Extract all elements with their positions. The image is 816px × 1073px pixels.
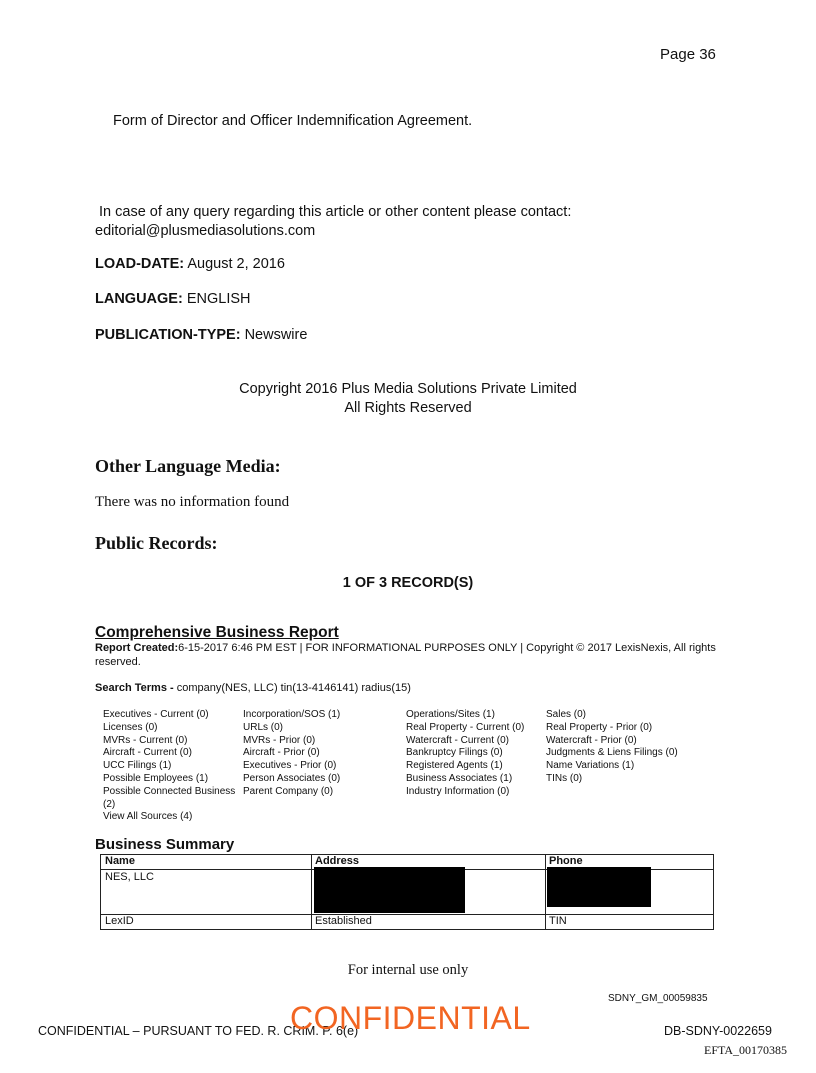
source-link[interactable]: Business Associates (1) (406, 772, 513, 784)
source-link[interactable]: Executives - Prior (0) (243, 760, 337, 772)
report-created-label: Report Created: (95, 642, 179, 654)
business-summary-title: Business Summary (95, 836, 235, 853)
source-link[interactable]: View All Sources (4) (103, 811, 193, 823)
contact-text: In case of any query regarding this article or other content please contact: (99, 204, 572, 220)
source-link[interactable]: TINs (0) (546, 772, 583, 784)
language (95, 291, 251, 307)
bates-number-top: SDNY_GM_00059835 (608, 993, 708, 1004)
language-value: ENGLISH (186, 291, 251, 307)
source-link[interactable]: Possible Connected Business (2) (103, 785, 236, 810)
contact-line (95, 203, 695, 222)
tin-label: TIN (549, 915, 567, 927)
source-link[interactable]: Name Variations (1) (546, 760, 635, 772)
header-name: Name (105, 855, 135, 867)
report-created-value: 6-15-2017 6:46 PM EST | FOR INFORMATIONAL PURPOSES ONLY | Copyright © 2017 LexisNexis, All rights reserved. (95, 642, 716, 668)
source-link[interactable]: Parent Company (0) (243, 785, 334, 797)
efta-number: EFTA_00170385 (704, 1043, 788, 1057)
source-link[interactable]: Real Property - Current (0) (406, 721, 525, 733)
source-link[interactable]: Bankruptcy Filings (0) (406, 747, 503, 759)
report-created (95, 641, 720, 669)
page-number: Page 36 (660, 46, 716, 63)
copyright-notice (0, 380, 816, 418)
publication-type-label: PUBLICATION-TYPE: (95, 327, 241, 343)
phone-redaction (547, 867, 651, 907)
load-date (95, 256, 285, 272)
source-link[interactable]: Industry Information (0) (406, 785, 510, 797)
report-title: Comprehensive Business Report (95, 624, 339, 641)
contact-note (95, 203, 695, 241)
search-terms-value: company(NES, LLC) tin(13-4146141) radius(15) (176, 682, 411, 694)
address-redaction (314, 867, 465, 913)
header-phone: Phone (549, 855, 583, 867)
copyright-line: Copyright 2016 Plus Media Solutions Private Limited (239, 381, 577, 397)
language-label: LANGUAGE: (95, 291, 183, 307)
sources-column-4 (546, 709, 678, 786)
confidential-stamp: CONFIDENTIAL (290, 1000, 531, 1036)
sources-column-2 (243, 709, 340, 799)
no-info-text: There was no information found (95, 494, 290, 510)
source-link[interactable]: Real Property - Prior (0) (546, 721, 653, 733)
load-date-label: LOAD-DATE: (95, 256, 185, 272)
internal-use-note: For internal use only (347, 962, 469, 978)
lexid-label: LexID (105, 915, 134, 927)
established-label: Established (315, 915, 372, 927)
publication-type (95, 327, 307, 343)
table-divider (101, 914, 713, 915)
business-name: NES, LLC (105, 871, 154, 883)
source-link[interactable]: URLs (0) (243, 721, 284, 733)
search-terms-label: Search Terms - (95, 682, 174, 694)
source-link[interactable]: Watercraft - Prior (0) (546, 734, 637, 746)
source-link[interactable]: MVRs - Prior (0) (243, 734, 316, 746)
intro-text: Form of Director and Officer Indemnification Agreement. (113, 113, 473, 129)
source-link[interactable]: Watercraft - Current (0) (406, 734, 509, 746)
source-link[interactable]: Possible Employees (1) (103, 772, 209, 784)
sources-column-3 (406, 709, 524, 799)
source-link[interactable]: Registered Agents (1) (406, 760, 503, 772)
header-address: Address (315, 855, 360, 867)
load-date-value: August 2, 2016 (187, 256, 285, 272)
publication-type-value: Newswire (244, 327, 308, 343)
other-language-heading: Other Language Media: (95, 456, 281, 476)
source-link[interactable]: MVRs - Current (0) (103, 734, 188, 746)
record-count: 1 OF 3 RECORD(S) (342, 575, 474, 591)
source-link[interactable]: Sales (0) (546, 709, 587, 720)
search-terms (95, 682, 411, 694)
source-link[interactable]: Aircraft - Prior (0) (243, 747, 320, 759)
source-link[interactable]: Aircraft - Current (0) (103, 747, 192, 759)
contact-email: editorial@plusmediasolutions.com (95, 223, 316, 239)
source-link[interactable]: Person Associates (0) (243, 772, 341, 784)
source-link[interactable]: Judgments & Liens Filings (0) (546, 747, 678, 759)
table-divider (311, 855, 312, 929)
table-divider (545, 855, 546, 929)
public-records-heading: Public Records: (95, 533, 218, 553)
confidential-footer: CONFIDENTIAL – PURSUANT TO FED. R. CRIM. P. 6(e) (38, 1024, 359, 1038)
source-link[interactable]: Executives - Current (0) (103, 709, 209, 720)
source-link[interactable]: Operations/Sites (1) (406, 709, 495, 720)
rights-line: All Rights Reserved (344, 400, 472, 416)
business-summary-table (100, 854, 714, 930)
sources-column-1 (103, 709, 238, 824)
source-link[interactable]: UCC Filings (1) (103, 760, 172, 772)
bates-number-bottom: DB-SDNY-0022659 (664, 1024, 772, 1038)
source-link[interactable]: Incorporation/SOS (1) (243, 709, 341, 720)
source-link[interactable]: Licenses (0) (103, 721, 158, 733)
